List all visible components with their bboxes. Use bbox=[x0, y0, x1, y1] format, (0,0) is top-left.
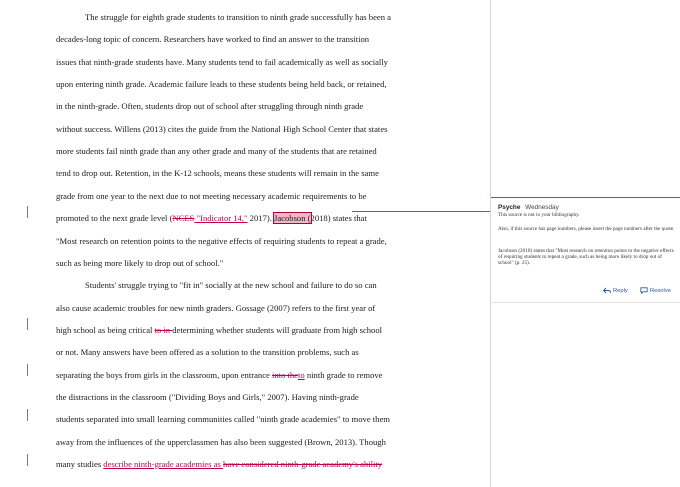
document-line[interactable] bbox=[56, 101, 363, 111]
document-line[interactable] bbox=[56, 79, 387, 89]
text-run: the distractions in the classroom ("Dividing Boys and Girls," 2007). Having ninth-grade bbox=[56, 391, 359, 402]
document-line[interactable] bbox=[56, 347, 359, 357]
reply-button[interactable] bbox=[603, 287, 628, 294]
document-line[interactable] bbox=[56, 124, 387, 134]
text-run: determining whether students will graduate from high school bbox=[172, 324, 383, 335]
resolve-icon bbox=[640, 287, 648, 294]
tracked-deletion: into the bbox=[271, 369, 299, 380]
comment-anchor-line bbox=[352, 211, 490, 212]
document-line[interactable] bbox=[56, 370, 383, 380]
text-run: or not. Many answers have been offered as a solution to the transition problems, such as bbox=[56, 347, 359, 358]
text-run: away from the influences of the upperclassmen has also been suggested (Brown, 2013). Though bbox=[56, 436, 386, 447]
commented-text: Jacobson ( bbox=[274, 213, 311, 224]
document-line[interactable] bbox=[56, 303, 375, 313]
tracked-deletion: to in bbox=[154, 324, 173, 335]
comment-time: Wednesday bbox=[525, 204, 559, 211]
document-line[interactable] bbox=[56, 459, 382, 469]
comment-text[interactable]: Also, if this source has page numbers, please insert the page numbers after the quote. bbox=[498, 226, 675, 232]
document-line[interactable] bbox=[56, 34, 369, 44]
tracked-deletion: have considered ninth-grade academy's ability bbox=[223, 459, 383, 469]
comment-author: Psyche bbox=[498, 204, 521, 211]
change-bar bbox=[27, 206, 28, 218]
text-run: 2018) states that bbox=[310, 213, 367, 224]
text-run: high school as being critical bbox=[56, 324, 155, 335]
document-line[interactable] bbox=[56, 437, 386, 447]
tracked-deletion: NCES bbox=[172, 213, 195, 224]
document-line[interactable] bbox=[56, 146, 377, 156]
document-line[interactable] bbox=[56, 57, 388, 67]
tracked-insertion: "Indicator 14," bbox=[194, 213, 248, 224]
reply-label: Reply bbox=[613, 287, 628, 294]
change-bar bbox=[27, 454, 28, 466]
text-run: students separated into small learning communities called "ninth grade academies" to move them bbox=[56, 414, 390, 425]
text-run: without success. Willens (2013) cites the guide from the National High School Center that states bbox=[56, 123, 388, 134]
resolve-button[interactable] bbox=[640, 287, 671, 294]
text-run: separating the boys from girls in the classroom, upon entrance bbox=[56, 369, 272, 380]
tracked-insertion: describe ninth-grade academies as bbox=[103, 459, 224, 469]
document-line[interactable] bbox=[56, 258, 223, 268]
tracked-insertion: to bbox=[298, 369, 305, 380]
comment-text[interactable]: This source is not in your bibliography. bbox=[498, 212, 580, 218]
reply-icon bbox=[603, 287, 611, 294]
text-run: many studies bbox=[56, 459, 104, 469]
comment-author-line bbox=[498, 204, 559, 211]
document-line[interactable] bbox=[56, 325, 382, 335]
document-line[interactable] bbox=[56, 392, 359, 402]
change-bar bbox=[27, 318, 28, 330]
text-run: promoted to the next grade level ( bbox=[56, 213, 173, 224]
comment-card[interactable] bbox=[491, 197, 680, 303]
change-bar bbox=[27, 364, 28, 376]
document-line[interactable] bbox=[56, 191, 366, 201]
text-run: 2017). bbox=[247, 213, 274, 224]
text-run: also cause academic troubles for new ninth graders. Gossage (2007) refers to the first year of bbox=[56, 302, 376, 313]
change-bar bbox=[27, 409, 28, 421]
text-run: grade from one year to the next due to not meeting necessary academic requirements to be bbox=[56, 190, 367, 201]
document-line[interactable] bbox=[56, 213, 367, 223]
text-run: The struggle for eighth grade students to transition to ninth grade successfully has been a bbox=[85, 12, 391, 22]
document-line[interactable] bbox=[85, 12, 391, 22]
text-run: tend to drop out. Retention, in the K-12 schools, means these students will remain in the same bbox=[56, 168, 379, 179]
comment-text[interactable]: Jacobson (2018) states that "Most research on retention points to the negative effects of requiring students to repeat a grade, such as being more likely to drop out of school" (p. 25). bbox=[498, 248, 674, 267]
text-run: in the ninth-grade. Often, students drop out of school after struggling through ninth grade bbox=[56, 101, 364, 112]
text-run: ninth grade to remove bbox=[304, 369, 383, 380]
document-line[interactable] bbox=[85, 280, 377, 290]
text-run: such as being more likely to drop out of school." bbox=[56, 257, 224, 268]
text-run: more students fail ninth grade than any other grade and many of the students that are retained bbox=[56, 146, 377, 157]
document-line[interactable] bbox=[56, 414, 390, 424]
document-line[interactable] bbox=[56, 168, 379, 178]
resolve-label: Resolve bbox=[650, 287, 671, 294]
text-run: "Most research on retention points to the negative effects of requiring students to repeat a grade, bbox=[56, 235, 387, 246]
document-line[interactable] bbox=[56, 236, 387, 246]
text-run: decades-long topic of concern. Researchers have worked to find an answer to the transition bbox=[56, 34, 370, 45]
text-run: Students' struggle trying to "fit in" socially at the new school and failure to do so can bbox=[85, 280, 377, 291]
text-run: issues that ninth-grade students have. Many students tend to fail academically as well as socially bbox=[56, 56, 388, 67]
text-run: upon entering ninth grade. Academic failure leads to these students being held back, or retained, bbox=[56, 79, 387, 90]
